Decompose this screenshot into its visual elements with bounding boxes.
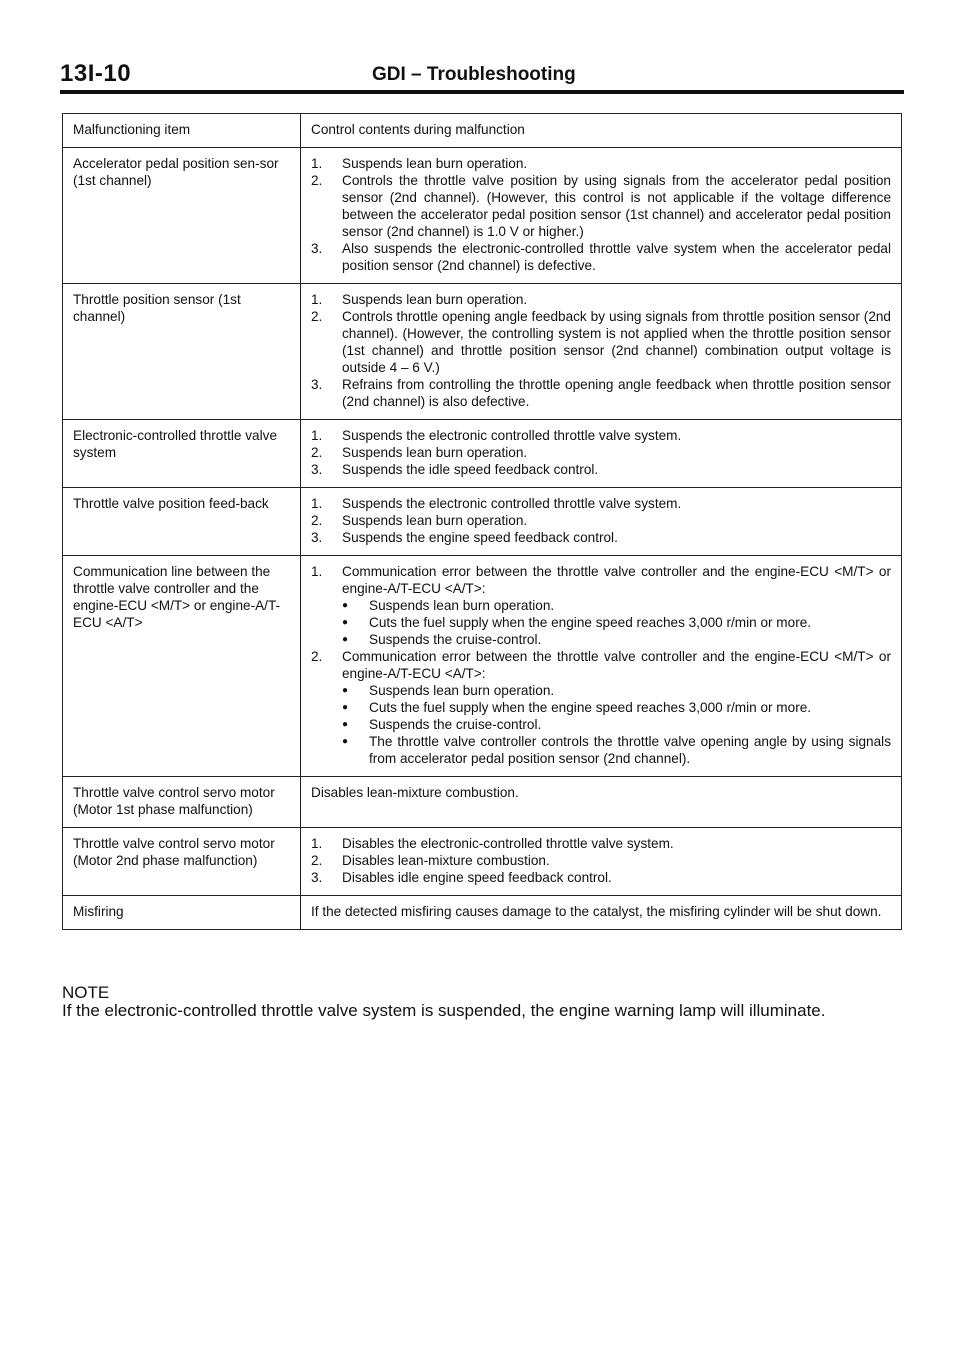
step-text: Suspends lean burn operation. xyxy=(342,445,528,460)
page-header xyxy=(60,60,904,90)
step-text: Suspends the idle speed feedback control. xyxy=(342,462,599,477)
step-text: Communication error between the throttle valve controller and the engine-ECU <M/T> or engine-A/T-ECU <A/T>: xyxy=(342,649,891,681)
step-item xyxy=(311,308,891,376)
table-row xyxy=(63,148,902,284)
malfunction-item: Throttle position sensor (1st channel) xyxy=(63,284,301,420)
step-item xyxy=(311,529,891,546)
control-contents: Disables lean-mixture combustion. xyxy=(301,777,902,828)
step-number: 1. xyxy=(311,292,323,307)
control-steps xyxy=(311,291,891,410)
bullet-text: Suspends lean burn operation. xyxy=(369,683,555,698)
step-number: 3. xyxy=(311,377,323,392)
bullet-dot-icon: ● xyxy=(342,617,349,628)
control-steps xyxy=(311,155,891,274)
control-steps xyxy=(311,835,891,886)
column-header-item: Malfunctioning item xyxy=(63,114,301,148)
note-text: If the electronic-controlled throttle valve system is suspended, the engine warning lamp will illuminate. xyxy=(62,1001,826,1020)
bullet-item xyxy=(342,699,891,716)
malfunction-item: Accelerator pedal position sen-sor (1st channel) xyxy=(63,148,301,284)
step-text: Refrains from controlling the throttle opening angle feedback when throttle position sensor (2nd channel) is also defective. xyxy=(342,377,891,409)
step-text: Suspends lean burn operation. xyxy=(342,292,528,307)
step-text: Also suspends the electronic-controlled throttle valve system when the accelerator pedal position sensor (2nd channel) is defective. xyxy=(342,241,891,273)
table-row xyxy=(63,488,902,556)
table-row xyxy=(63,284,902,420)
bullet-dot-icon: ● xyxy=(342,600,349,611)
step-number: 3. xyxy=(311,530,323,545)
control-steps xyxy=(311,427,891,478)
step-number: 1. xyxy=(311,496,323,511)
step-text: Suspends the electronic controlled throttle valve system. xyxy=(342,496,682,511)
note-label: NOTE xyxy=(62,983,110,1002)
step-item xyxy=(311,172,891,240)
step-item xyxy=(311,444,891,461)
bullet-dot-icon: ● xyxy=(342,702,349,713)
step-item xyxy=(311,512,891,529)
table-row xyxy=(63,420,902,488)
step-number: 1. xyxy=(311,836,323,851)
control-contents xyxy=(301,148,902,284)
step-item xyxy=(311,648,891,767)
bullet-item xyxy=(342,682,891,699)
step-text: Suspends lean burn operation. xyxy=(342,513,528,528)
column-header-control: Control contents during malfunction xyxy=(301,114,902,148)
step-item xyxy=(311,495,891,512)
step-item xyxy=(311,240,891,274)
step-number: 2. xyxy=(311,173,323,188)
step-text: Controls throttle opening angle feedback by using signals from throttle position sensor (2nd channel). (However, the controlling system is not applied when the throttle position sensor (1st channel) and throttle position sensor (2nd channel) combination output voltage is outside 4 – 6 V.) xyxy=(342,309,891,375)
step-number: 3. xyxy=(311,870,323,885)
malfunction-item: Throttle valve control servo motor (Motor 1st phase malfunction) xyxy=(63,777,301,828)
step-item xyxy=(311,869,891,886)
step-item xyxy=(311,563,891,648)
malfunction-item: Throttle valve control servo motor (Motor 2nd phase malfunction) xyxy=(63,828,301,896)
table-body xyxy=(63,148,902,930)
malfunction-item: Electronic-controlled throttle valve system xyxy=(63,420,301,488)
step-number: 2. xyxy=(311,445,323,460)
control-contents xyxy=(301,284,902,420)
bullet-item xyxy=(342,614,891,631)
bullet-dot-icon: ● xyxy=(342,736,349,747)
bullet-text: Suspends the cruise-control. xyxy=(369,717,542,732)
step-text: Suspends lean burn operation. xyxy=(342,156,528,171)
step-item xyxy=(311,461,891,478)
step-text: Suspends the engine speed feedback control. xyxy=(342,530,618,545)
bullet-dot-icon: ● xyxy=(342,634,349,645)
bullet-text: Suspends the cruise-control. xyxy=(369,632,542,647)
table-row xyxy=(63,896,902,930)
table-row xyxy=(63,777,902,828)
control-steps xyxy=(311,563,891,767)
step-text: Suspends the electronic controlled throttle valve system. xyxy=(342,428,682,443)
bullet-text: Cuts the fuel supply when the engine speed reaches 3,000 r/min or more. xyxy=(369,700,812,715)
step-number: 1. xyxy=(311,156,323,171)
troubleshooting-table xyxy=(62,113,902,930)
control-contents: If the detected misfiring causes damage to the catalyst, the misfiring cylinder will be shut down. xyxy=(301,896,902,930)
malfunction-item: Misfiring xyxy=(63,896,301,930)
step-number: 2. xyxy=(311,649,323,664)
step-item xyxy=(311,291,891,308)
table-row xyxy=(63,556,902,777)
bullet-text: Cuts the fuel supply when the engine speed reaches 3,000 r/min or more. xyxy=(369,615,812,630)
bullet-list xyxy=(342,597,891,648)
bullet-item xyxy=(342,597,891,614)
step-number: 2. xyxy=(311,853,323,868)
step-item xyxy=(311,376,891,410)
step-text: Disables idle engine speed feedback control. xyxy=(342,870,612,885)
control-steps xyxy=(311,495,891,546)
control-contents xyxy=(301,488,902,556)
step-number: 2. xyxy=(311,309,323,324)
step-number: 2. xyxy=(311,513,323,528)
bullet-list xyxy=(342,682,891,767)
control-contents xyxy=(301,556,902,777)
section-title: GDI – Troubleshooting xyxy=(372,64,576,85)
step-item xyxy=(311,427,891,444)
control-contents xyxy=(301,828,902,896)
step-text: Communication error between the throttle valve controller and the engine-ECU <M/T> or engine-A/T-ECU <A/T>: xyxy=(342,564,891,596)
step-number: 1. xyxy=(311,428,323,443)
control-contents xyxy=(301,420,902,488)
bullet-item xyxy=(342,733,891,767)
step-text: Controls the throttle valve position by using signals from the accelerator pedal position sensor (2nd channel). (However, this control is not applicable if the voltage difference between the accelerator pedal position sensor (1st channel) and accelerator pedal position sensor (2nd channel) is 1.0 V or higher.) xyxy=(342,173,891,239)
table-row xyxy=(63,828,902,896)
bullet-text: Suspends lean burn operation. xyxy=(369,598,555,613)
bullet-dot-icon: ● xyxy=(342,685,349,696)
step-item xyxy=(311,835,891,852)
malfunction-item: Throttle valve position feed-back xyxy=(63,488,301,556)
step-text: Disables the electronic-controlled throttle valve system. xyxy=(342,836,674,851)
page-number: 13I-10 xyxy=(60,60,132,87)
bullet-item xyxy=(342,716,891,733)
step-number: 3. xyxy=(311,462,323,477)
step-item xyxy=(311,155,891,172)
step-text: Disables lean-mixture combustion. xyxy=(342,853,550,868)
step-item xyxy=(311,852,891,869)
malfunction-item: Communication line between the throttle valve controller and the engine-ECU <M/T> or engine-A/T-ECU <A/T> xyxy=(63,556,301,777)
bullet-text: The throttle valve controller controls the throttle valve opening angle by using signals from accelerator pedal position sensor (2nd channel). xyxy=(369,734,891,766)
bullet-dot-icon: ● xyxy=(342,719,349,730)
step-number: 3. xyxy=(311,241,323,256)
header-rule xyxy=(60,90,904,94)
bullet-item xyxy=(342,631,891,648)
step-number: 1. xyxy=(311,564,323,579)
table-header-row xyxy=(63,114,902,148)
